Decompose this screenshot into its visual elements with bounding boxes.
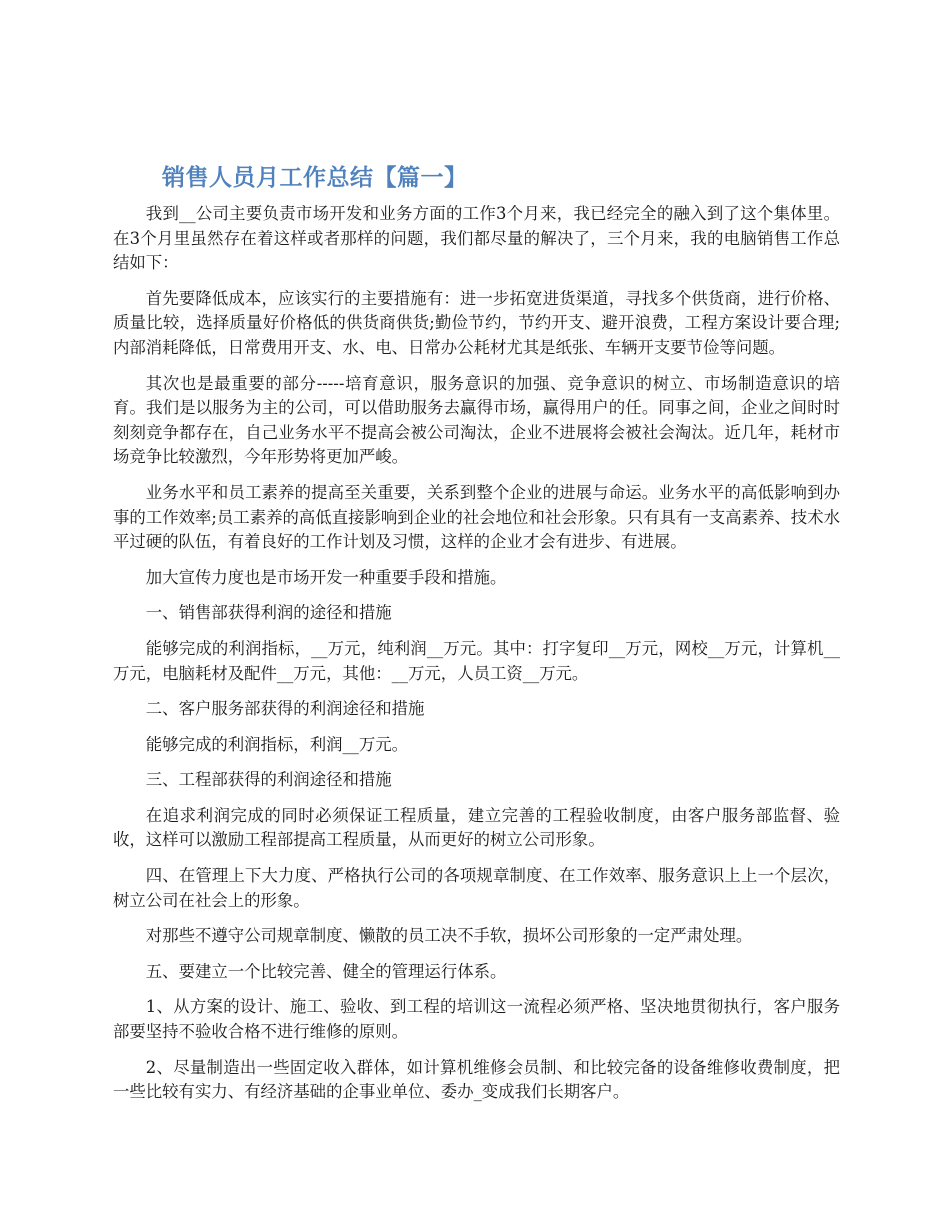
paragraph: 我到__公司主要负责市场开发和业务方面的工作3个月来，我已经完全的融入到了这个集体里。在3个月里虽然存在着这样或者那样的问题，我们都尽量的解决了，三个月来，我的电脑销售工作总结如下： (113, 204, 840, 273)
list-item: 2、尽量制造出一些固定收入群体，如计算机维修会员制、和比较完备的设备维修收费制度，把一些比较有实力、有经济基础的企事业单位、委办_变成我们长期客户。 (113, 1057, 840, 1102)
section-heading: 一、销售部获得利润的途径和措施 (145, 603, 392, 623)
document-title: 销售人员月工作总结【篇一】 (162, 165, 468, 191)
paragraph: 加大宣传力度也是市场开发一种重要手段和措施。 (145, 567, 507, 587)
paragraph: 能够完成的利润指标，__万元，纯利润__万元。其中：打字复印__万元，网校__万元，计算机__万元，电脑耗材及配件__万元，其他：__万元，人员工资__万元。 (113, 638, 840, 683)
section-heading: 二、客户服务部获得的利润途径和措施 (145, 699, 425, 719)
paragraph: 业务水平和员工素养的提高至关重要，关系到整个企业的进展与命运。业务水平的高低影响到办事的工作效率;员工素养的高低直接影响到企业的社会地位和社会形象。只有具有一支高素养、技术水平过硬的队伍，有着良好的工作计划及习惯，这样的企业才会有进步、有进展。 (113, 482, 840, 552)
paragraph: 对那些不遵守公司规章制度、懒散的员工决不手软，损坏公司形象的一定严肃处理。 (145, 926, 753, 946)
section-heading: 五、要建立一个比较完善、健全的管理运行体系。 (145, 961, 507, 981)
section-heading: 四、在管理上下大力度、严格执行公司的各项规章制度、在工作效率、服务意识上上一个层次，树立公司在社会上的形象。 (113, 866, 840, 910)
list-item: 1、从方案的设计、施工、验收、到工程的培训这一流程必须严格、坚决地贯彻执行，客户服务部要坚持不验收合格不进行维修的原则。 (113, 997, 840, 1042)
paragraph: 其次也是最重要的部分-----培育意识，服务意识的加强、竞争意识的树立、市场制造意识的培育。我们是以服务为主的公司，可以借助服务去赢得市场，赢得用户的任。同事之间，企业之间时时刻刻竞争都存在，自己业务水平不提高会被公司淘汰，企业不进展将会被社会淘汰。近几年，耗材市场竞争比较激烈，今年形势将更加严峻。 (113, 373, 840, 467)
section-heading: 三、工程部获得的利润途径和措施 (145, 770, 392, 790)
document-body (113, 202, 840, 1116)
paragraph: 在追求利润完成的同时必须保证工程质量，建立完善的工程验收制度，由客户服务部监督、验收，这样可以激励工程部提高工程质量，从而更好的树立公司形象。 (113, 805, 840, 850)
paragraph: 能够完成的利润指标，利润__万元。 (145, 734, 409, 754)
paragraph: 首先要降低成本，应该实行的主要措施有：进一步拓宽进货渠道，寻找多个供货商，进行价格、质量比较，选择质量好价格低的供货商供货;勤俭节约，节约开支、避开浪费，工程方案设计要合理;内部消耗降低，日常费用开支、水、电、日常办公耗材尤其是纸张、车辆开支要节俭等问题。 (113, 288, 840, 357)
